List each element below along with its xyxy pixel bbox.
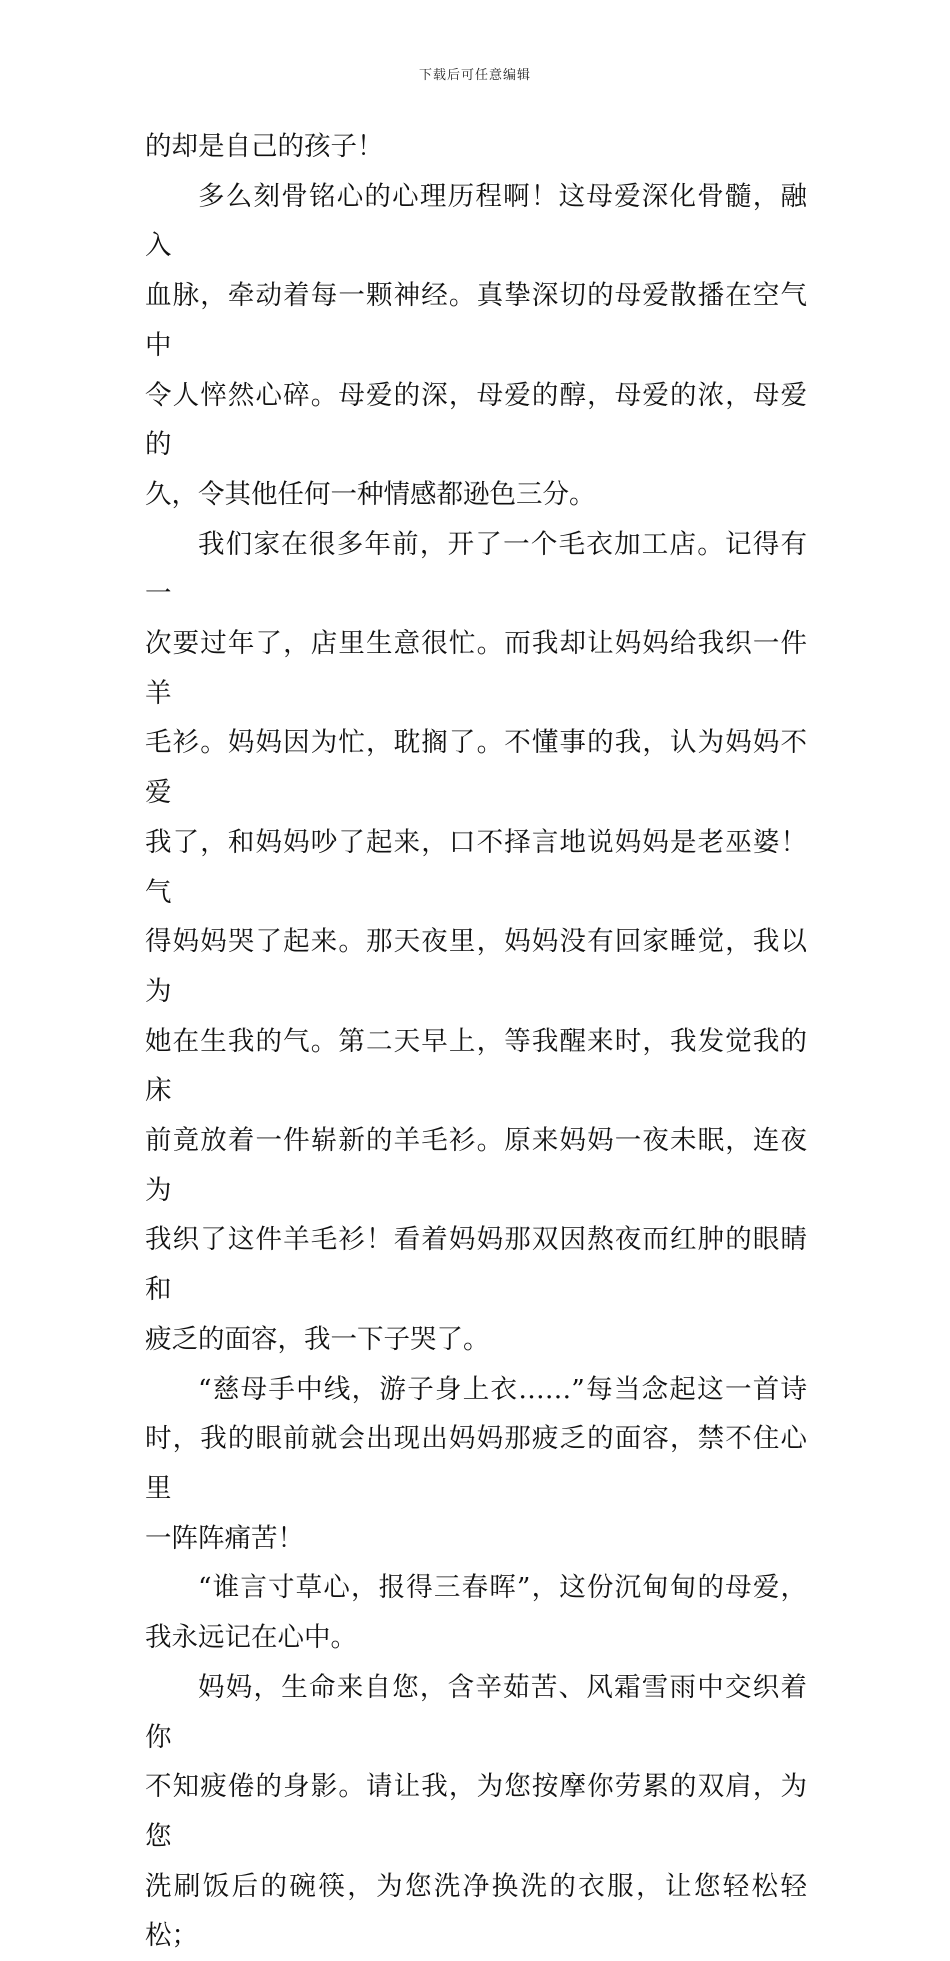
text-line: 令人悴然心碎。母爱的深，母爱的醇，母爱的浓，母爱的	[145, 379, 807, 461]
text-line: 我织了这件羊毛衫！看着妈妈那双因熬夜而红肿的眼睛和	[145, 1224, 807, 1306]
paragraph	[145, 520, 807, 1365]
text-line: 我们家在很多年前，开了一个毛衣加工店。记得有一	[145, 528, 807, 610]
text-line: “慈母手中线，游子身上衣……”每当念起这一首诗	[198, 1373, 807, 1405]
text-line: 我了，和妈妈吵了起来，口不择言地说妈妈是老巫婆！气	[145, 826, 807, 908]
text-line: 我永远记在心中。	[145, 1622, 357, 1654]
text-line: 多么刻骨铭心的心理历程啊！这母爱深化骨髓，融入	[145, 180, 807, 262]
text-line: 一阵阵痛苦！	[145, 1522, 304, 1554]
text-line: 疲乏的面容，我一下子哭了。	[145, 1323, 490, 1355]
page-header: 下载后可任意编辑	[418, 68, 531, 83]
text-line: 她在生我的气。第二天早上，等我醒来时，我发觉我的床	[145, 1025, 807, 1107]
paragraph	[145, 1365, 807, 1564]
document-body	[145, 122, 807, 1961]
text-line: 毛衫。妈妈因为忙，耽搁了。不懂事的我，认为妈妈不爱	[145, 727, 807, 809]
text-line: 次要过年了，店里生意很忙。而我却让妈妈给我织一件羊	[145, 628, 807, 709]
text-line: 时，我的眼前就会出现出妈妈那疲乏的面容，禁不住心里	[145, 1423, 807, 1504]
text-line: 不知疲倦的身影。请让我，为您按摩你劳累的双肩，为您	[145, 1771, 807, 1852]
text-line: 洗刷饭后的碗筷，为您洗净换洗的衣服，让您轻松轻松；	[145, 1870, 807, 1952]
text-line: 血脉，牵动着每一颗神经。真挚深切的母爱散播在空气中	[145, 280, 807, 361]
paragraph	[145, 1563, 807, 1662]
paragraph	[145, 122, 807, 172]
paragraph	[145, 172, 807, 520]
text-line: 得妈妈哭了起来。那天夜里，妈妈没有回家睡觉，我以为	[145, 926, 807, 1007]
paragraph	[145, 1663, 807, 1961]
text-line: 的却是自己的孩子！	[145, 131, 384, 162]
text-line: 妈妈，生命来自您，含辛茹苦、风霜雪雨中交织着你	[145, 1671, 807, 1753]
text-line: “谁言寸草心，报得三春晖”，这份沉甸甸的母爱，	[198, 1572, 807, 1604]
text-line: 久，令其他任何一种情感都逊色三分。	[145, 478, 596, 510]
text-line: 前竟放着一件崭新的羊毛衫。原来妈妈一夜未眠，连夜为	[145, 1125, 807, 1206]
